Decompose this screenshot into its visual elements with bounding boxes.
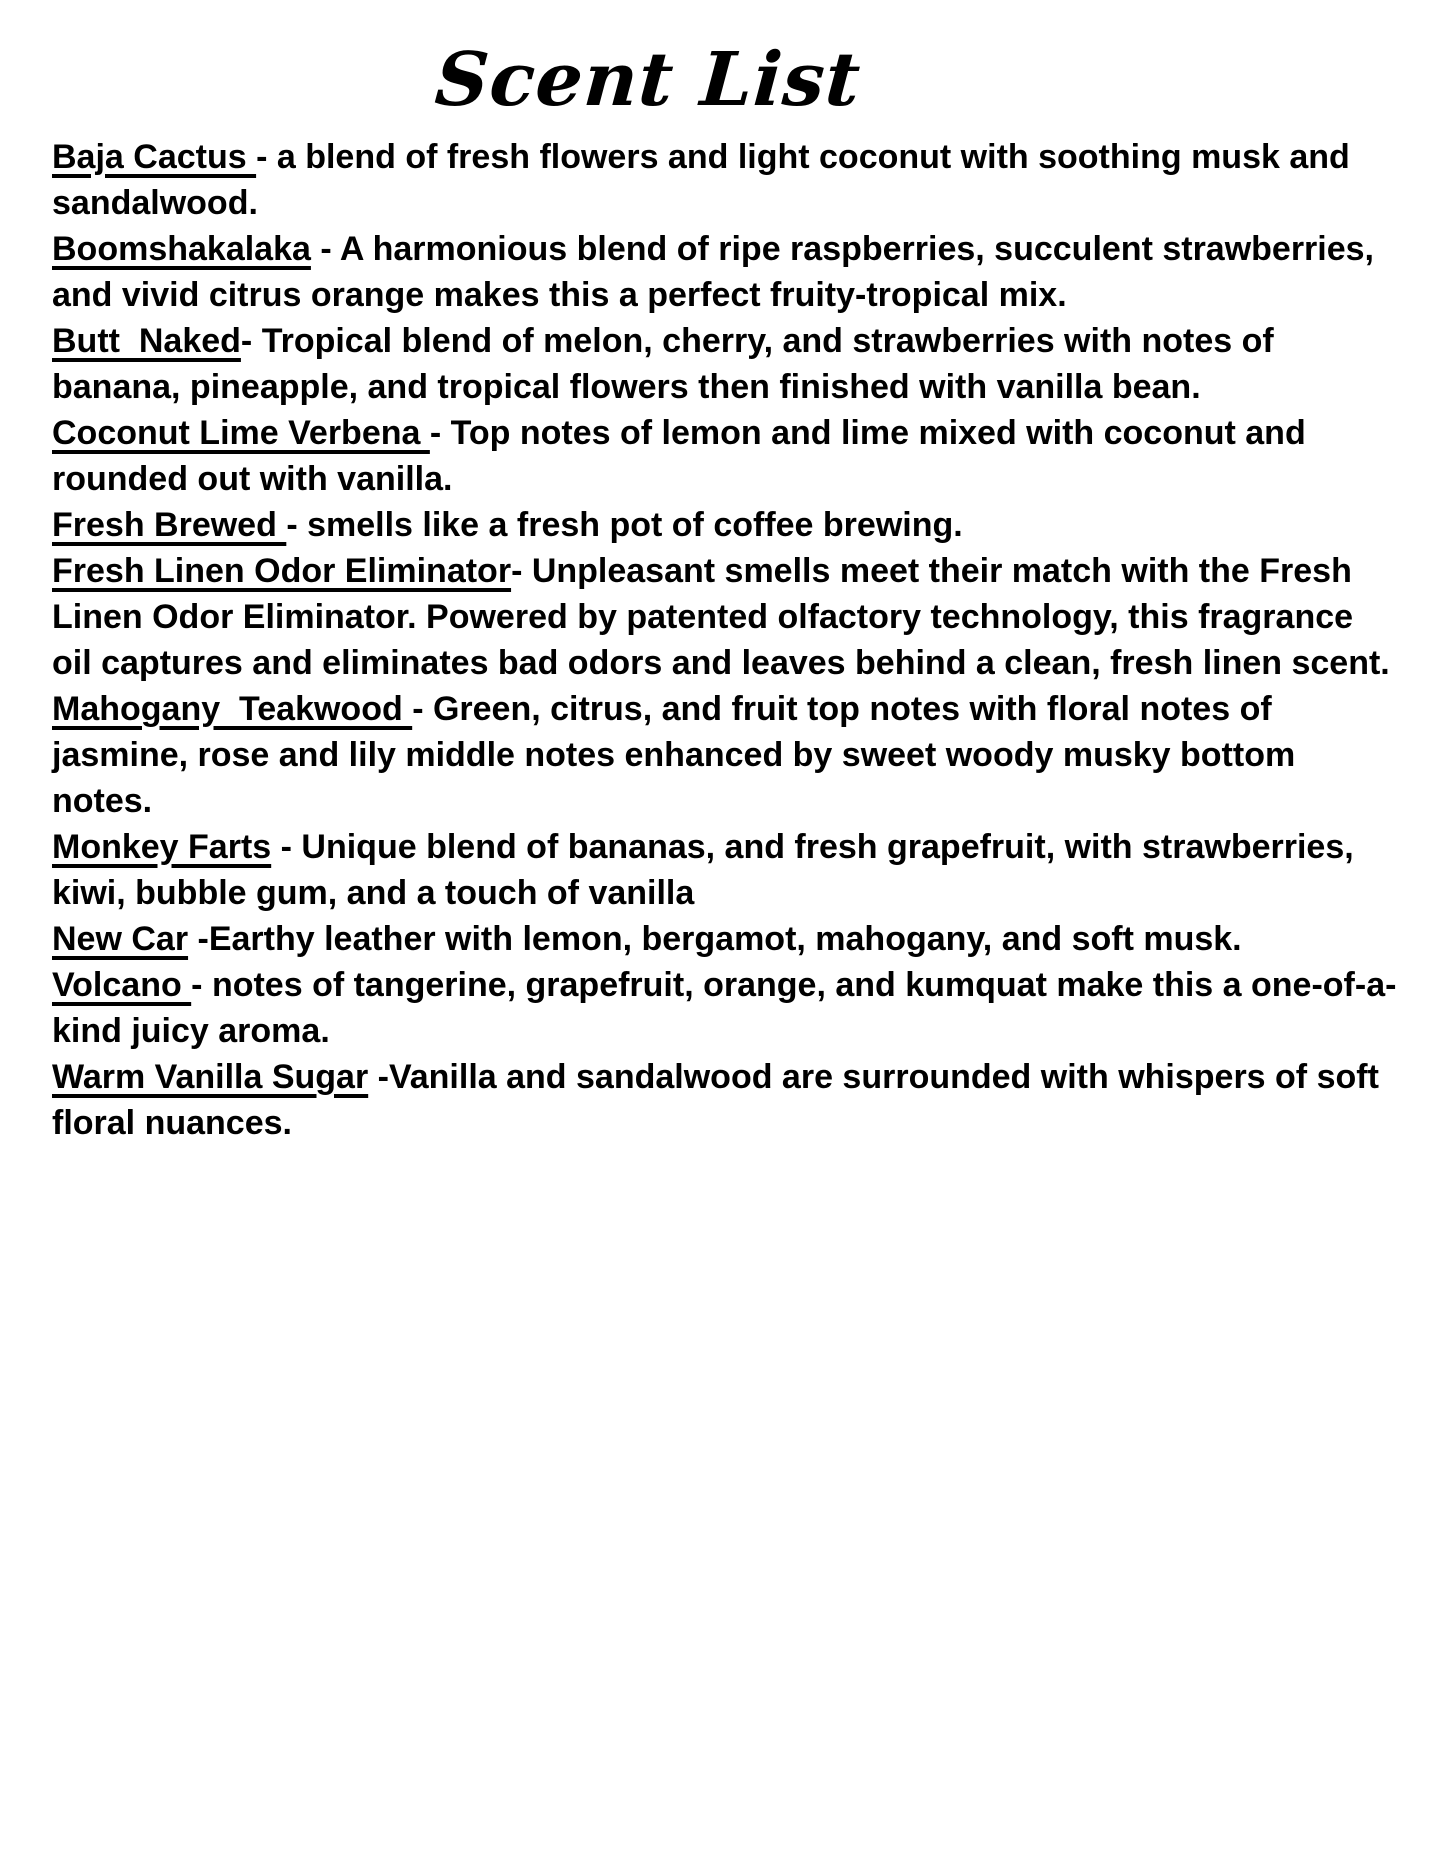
scent-entry [52,1054,1397,1146]
scent-entry [52,318,1397,410]
scent-name: Volcano [52,965,192,1004]
scent-name: Fresh Linen Odor Eliminator [52,551,512,590]
scent-description: - Tropical blend of melon, cherry, and strawberries with notes of banana, pineapple, and tropical flowers then finished with vanilla bean. [52,321,1284,406]
scent-description: -Vanilla and sandalwood are surrounded with whispers of soft floral nuances. [52,1057,1389,1142]
title-area [0,37,1296,123]
page-title: Scent List [432,37,864,123]
scent-name: Coconut Lime Verbena [52,413,430,452]
scent-description: - notes of tangerine, grapefruit, orange, and kumquat make this a one-of-a-kind juicy aroma. [52,965,1397,1050]
scent-name: Fresh Brewed [52,505,287,544]
scent-name: Baja Cactus [52,137,257,176]
scent-name: New Car [52,919,189,958]
scent-description: - Unique blend of bananas, and fresh grapefruit, with strawberries, kiwi, bubble gum, and a touch of vanilla [52,827,1364,912]
scent-description: - a blend of fresh flowers and light coconut with soothing musk and sandalwood. [52,137,1360,222]
scent-description: - Top notes of lemon and lime mixed with coconut and rounded out with vanilla. [52,413,1316,498]
scent-description: - Unpleasant smells meet their match with the Fresh Linen Odor Eliminator. Powered by patented olfactory technology, this fragrance oil captures and eliminates bad odors and leaves behind a clean, fresh linen scent. [52,551,1390,682]
scent-description: -Earthy leather with lemon, bergamot, mahogany, and soft musk. [188,919,1242,958]
scent-entry [52,226,1397,318]
scent-entry [52,502,1397,548]
scent-entry [52,548,1397,686]
scent-entry [52,134,1397,226]
scent-description: - A harmonious blend of ripe raspberries, succulent strawberries, and vivid citrus orange makes this a perfect fruity-tropical mix. [52,229,1384,314]
scent-description: - smells like a fresh pot of coffee brewing. [286,505,963,544]
scent-entry [52,686,1397,824]
scent-description: - Green, citrus, and fruit top notes with floral notes of jasmine, rose and lily middle notes enhanced by sweet woody musky bottom notes. [52,689,1305,820]
scent-name: Butt Naked [52,321,241,360]
scent-list [52,134,1397,1146]
scent-entry [52,916,1397,962]
scent-entry [52,962,1397,1054]
scent-entry [52,410,1397,502]
scent-name: Warm Vanilla Sugar [52,1057,369,1096]
scent-name: Mahogany Teakwood [52,689,413,728]
scent-name: Monkey Farts [52,827,272,866]
scent-entry [52,824,1397,916]
scent-name: Boomshakalaka [52,229,311,268]
